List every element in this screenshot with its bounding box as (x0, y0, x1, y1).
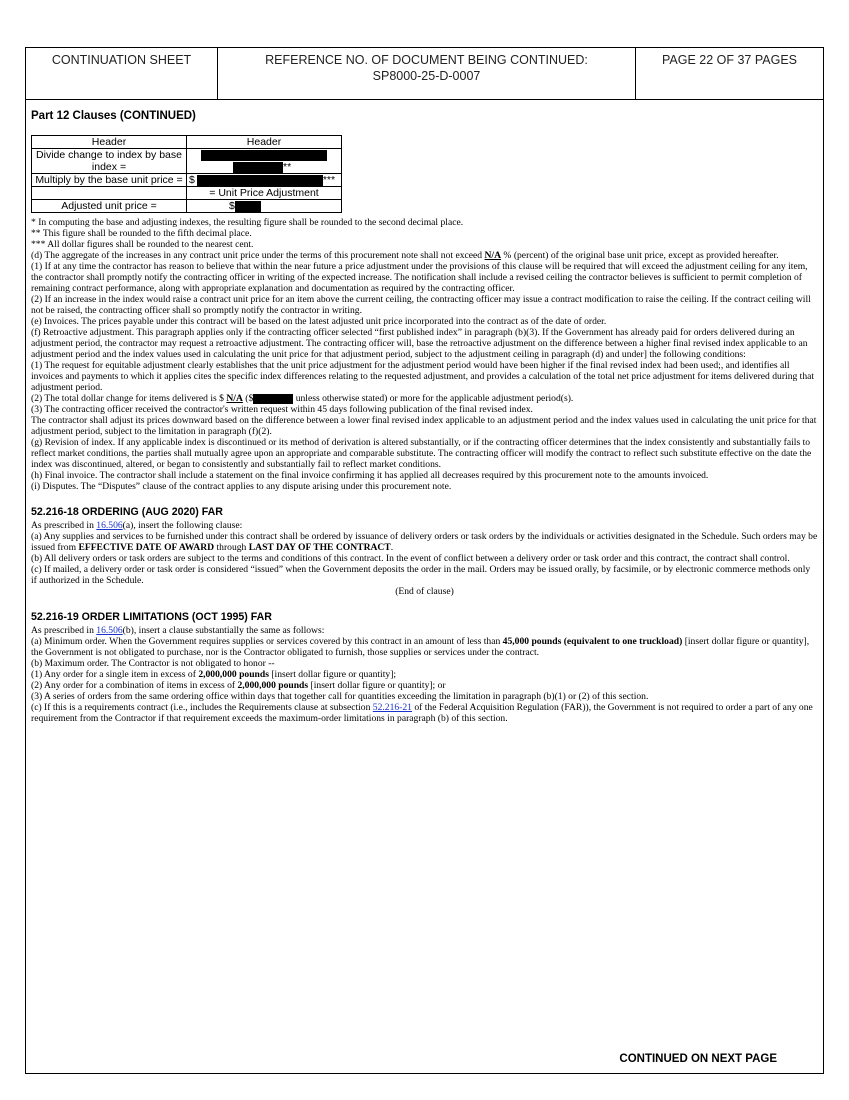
dollar-sign: $ (229, 200, 235, 212)
clause-paragraph-b2: (2) Any order for a combination of items in excess of 2,000,000 pounds [insert dollar figure or quantity]; or (31, 680, 446, 691)
note-line: ** This figure shall be rounded to the fifth decimal place. (31, 228, 252, 239)
far-link-16-506[interactable]: 16.506 (96, 520, 123, 531)
clause-paragraph-b: (b) All delivery orders or task orders are subject to the terms and conditions of this contract. In the event of conflict between a delivery order or task order and this contract, the contract shall control. (31, 553, 790, 564)
index-table (31, 135, 342, 213)
page-number: PAGE 22 OF 37 PAGES (661, 53, 797, 67)
clause-paragraph-c: (c) If mailed, a delivery order or task order is considered “issued” when the Government deposits the order in the mail. Orders may be issued orally, by facsimile, or by electronic commerce methods only if authorized in the Schedule. (31, 564, 811, 586)
page-header (26, 48, 823, 100)
continuation-sheet-label: CONTINUATION SHEET (26, 48, 218, 99)
index-table-header-2: Header (187, 136, 342, 149)
index-row-adjusted-value (187, 200, 342, 213)
index-row-multiply-label: Multiply by the base unit price = (32, 174, 187, 187)
clause-intro: As prescribed in 16.506(b), insert a clause substantially the same as follows: (31, 625, 325, 636)
clause-paragraph-b1: (1) Any order for a single item in excess of 2,000,000 pounds [insert dollar figure or quantity]; (31, 669, 397, 680)
continued-footer: CONTINUED ON NEXT PAGE (619, 1053, 777, 1065)
paragraph-f1: (1) The request for equitable adjustment clearly establishes that the unit price adjustment for the adjustment period would have been higher if the final revised index had been used;, and identifies all invoices and payments to which it applies cites the specific index differences relating to the requested adjustment, and provides a calculation of the total net price adjustment for items delivered during that adjustment period. (31, 360, 815, 393)
paragraph-g: (g) Revision of index. If any applicable index is discontinued or its method of derivation is altered substantially, or if the contracting officer determines that the index consistently and substantially fails to reflect market conditions, the parties shall mutually agree upon an appropriate and comparable substitute. The contracting officer will modify the contract to reflect such substitute effective on the date the index was discontinued, altered, or began to consistently and substantially fail to reflect market conditions. (31, 437, 812, 470)
clause-intro: As prescribed in 16.506(a), insert the following clause: (31, 520, 243, 531)
reference-value: SP8000-25-D-0007 (372, 69, 481, 83)
part-title: Part 12 Clauses (CONTINUED) (31, 110, 196, 122)
clause-paragraph-a: (a) Minimum order. When the Government requires supplies or services covered by this contract in an amount of less than 45,000 pounds (equivalent to one truckload) [insert dollar figure or quantity], the Government is not obligated to purchase, nor is the Contractor obligated to furnish, those supplies or services under the contract. (31, 636, 810, 658)
index-row-empty (32, 187, 187, 200)
clause-ordering (31, 520, 818, 597)
redaction-block (197, 175, 323, 186)
clause-order-limitations (31, 625, 818, 724)
clause-paragraph-a: (a) Any supplies and services to be furnished under this contract shall be ordered by issuance of delivery orders or task orders by the individuals or activities designated in the Schedule. Such orders may be issued from EFFECTIVE DATE OF AWARD through LAST DAY OF THE CONTRACT. (31, 531, 818, 553)
clause-title-order-limitations: 52.216-19 ORDER LIMITATIONS (OCT 1995) FAR (31, 611, 272, 623)
clause-paragraph-b3: (3) A series of orders from the same ordering office within days that together call for quantities exceeding the limitation in paragraph (b)(1) or (2) of this section. (31, 691, 649, 702)
paragraph-d: (d) The aggregate of the increases in any contract unit price under the terms of this procurement note shall not exceed N/A % (percent) of the original base unit price, except as provided hereafter. (31, 250, 779, 261)
redaction-block (233, 162, 283, 173)
paragraph-f-tail: The contractor shall adjust its prices downward based on the difference between a lower final revised index applicable to an adjustment period and the index values used in calculating the unit price for that adjustment period, subject to the limitation in paragraph (f)(2). (31, 415, 817, 437)
index-row-divide-label: Divide change to index by base index = (32, 149, 187, 174)
paragraph-d2: (2) If an increase in the index would raise a contract unit price for an item above the current ceiling, the contracting officer may issue a contract modification to raise the ceiling. If the contract ceiling will not be raised, the contracting officer shall so promptly notify the contractor in writing. (31, 294, 811, 316)
paragraph-f2: (2) The total dollar change for items delivered is $ N/A ($ unless otherwise stated) or more for the applicable adjustment period(s). (31, 393, 574, 404)
rounding-marker: *** (322, 174, 336, 186)
paragraph-i: (i) Disputes. The “Disputes” clause of the contract applies to any dispute arising under this procurement note. (31, 481, 452, 492)
reference-label: REFERENCE NO. OF DOCUMENT BEING CONTINUED: (265, 53, 588, 67)
paragraph-f: (f) Retroactive adjustment. This paragraph applies only if the contracting officer selected “first published index” in paragraph (b)(3). If the Government has already paid for orders delivered during an adjustment period, the contractor may request a retroactive adjustment. The contracting officer will, base the retroactive adjustment on the difference between a higher final revised index applicable to an adjustment period and the index values used in calculating the unit price for that adjustment period, subject to the adjustment ceiling in paragraph (d) and under] the following conditions: (31, 327, 808, 360)
index-row-unit-price-adjustment: = Unit Price Adjustment (187, 187, 342, 200)
paragraph-e: (e) Invoices. The prices payable under this contract will be based on the latest adjusted unit price incorporated into the contract as of the date of order. (31, 316, 607, 327)
continuation-page (25, 47, 824, 1074)
clause-notes (31, 217, 818, 492)
clause-title-ordering: 52.216-18 ORDERING (AUG 2020) FAR (31, 506, 223, 518)
index-row-divide-value (187, 149, 342, 174)
paragraph-f3: (3) The contracting officer received the contractor's written request within 45 days following publication of the final revised index. (31, 404, 533, 415)
dollar-sign: $ (189, 174, 195, 186)
reference-number (218, 48, 636, 99)
clause-paragraph-c: (c) If this is a requirements contract (i.e., includes the Requirements clause at subsection 52.216-21 of the Federal Acquisition Regulation (FAR)), the Government is not required to order a part of any one requirement from the Contractor if that requirement exceeds the maximum-order limitations in paragraph (b) of this section. (31, 702, 813, 724)
index-table-header-1: Header (32, 136, 187, 149)
redaction-block (235, 201, 261, 212)
paragraph-h: (h) Final invoice. The contractor shall include a statement on the final invoice confirming it has applied all decreases required by this procurement note to the amounts invoiced. (31, 470, 709, 481)
clause-paragraph-b: (b) Maximum order. The Contractor is not obligated to honor -- (31, 658, 275, 669)
paragraph-d1: (1) If at any time the contractor has reason to believe that within the near future a price adjustment under the provisions of this clause will be required that will exceed the adjustment ceiling for any item, the contractor shall promptly notify the contracting officer in writing of the expected increase. The notification shall include a revised ceiling the contractor believes is sufficient to permit completion of remaining contract performance, along with appropriate explanation and documentation as required by the contracting officer. (31, 261, 808, 294)
end-of-clause: (End of clause) (395, 586, 454, 597)
index-row-multiply-value (187, 174, 342, 187)
rounding-marker: ** (283, 161, 292, 173)
redaction-block (253, 394, 293, 404)
index-row-adjusted-label: Adjusted unit price = (32, 200, 187, 213)
far-link-16-506[interactable]: 16.506 (96, 625, 123, 636)
note-line: * In computing the base and adjusting indexes, the resulting figure shall be rounded to the second decimal place. (31, 217, 464, 228)
far-link-52-216-21[interactable]: 52.216-21 (372, 702, 412, 713)
redaction-block (201, 150, 327, 161)
note-line: *** All dollar figures shall be rounded to the nearest cent. (31, 239, 254, 250)
